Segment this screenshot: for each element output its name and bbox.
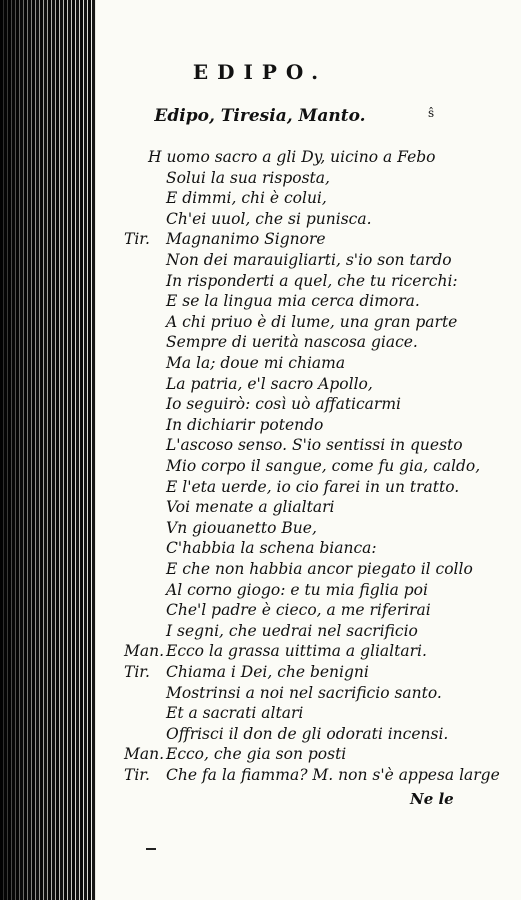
verse-text: Io seguirò: così uò affaticarmi — [166, 395, 401, 414]
verse-text: La patria, e'l sacro Apollo, — [166, 374, 373, 393]
verse-text: Al corno giogo: e tu mia figlia poi — [166, 580, 428, 599]
catchword: Ne le — [410, 790, 454, 808]
speaker-label: Man. — [124, 642, 165, 661]
verse-text: Ecco la grassa uittima a glialtari. — [166, 642, 427, 661]
verse-text: Mio corpo il sangue, come fu gia, caldo, — [166, 457, 481, 475]
verse-text: Chiama i Dei, che benigni — [166, 663, 369, 681]
scene-heading: Edipo, Tiresia, Manto. — [154, 106, 366, 126]
verse-text: Che fa la fiamma? M. non s'è appesa large — [166, 766, 500, 784]
verse-text: Magnanimo Signore — [166, 230, 326, 249]
verse-text: Vn giouanetto Bue, — [166, 518, 317, 537]
speaker-label: Man. — [124, 745, 165, 764]
speaker-label: Tir. — [124, 766, 150, 784]
verse-text: E dimmi, chi è colui, — [166, 189, 327, 208]
speaker-label: Tir. — [124, 230, 150, 249]
verse-text: Ma la; doue mi chiama — [166, 354, 346, 372]
verse-text: Sempre di uerità nascosa giace. — [166, 333, 418, 352]
speaker-label: Tir. — [124, 663, 150, 681]
verse-text: Che'l padre è cieco, a me riferirai — [166, 601, 431, 620]
verse-text: E l'eta uerde, io cio farei in un tratto. — [166, 477, 460, 496]
verse-text: E se la lingua mia cerca dimora. — [166, 292, 420, 311]
running-head: EDIPO. — [192, 60, 328, 84]
verse-text: Ch'ei uuol, che si punisca. — [166, 209, 372, 228]
verse-text: C'habbia la schena bianca: — [166, 539, 377, 558]
stray-mark — [146, 848, 156, 850]
verse-text: I segni, che uedrai nel sacrificio — [166, 621, 418, 640]
verse-text: In dichiarir potendo — [166, 415, 324, 434]
verse-text: In risponderti a quel, che tu ricerchi: — [166, 271, 458, 290]
verse-text: Offrisci il don de gli odorati incensi. — [166, 724, 449, 743]
verse-text: Ecco, che gia son posti — [166, 745, 347, 764]
verse-text: Voi menate a glialtari — [166, 498, 335, 517]
verse-text: Solui la sua risposta, — [166, 168, 330, 187]
verse-text: E che non habbia ancor piegato il collo — [166, 560, 473, 578]
verse-text: A chi priuo è di lume, una gran parte — [166, 312, 458, 331]
gutter-shadow — [0, 0, 96, 900]
verse-text: Non dei marauigliarti, s'io son tardo — [166, 251, 452, 269]
verse-text: Et a sacrati altari — [166, 704, 304, 723]
verse-text: L'ascoso senso. S'io sentissi in questo — [166, 436, 463, 455]
verse-text: Mostrinsi a noi nel sacrificio santo. — [166, 683, 442, 702]
verse-text: H uomo sacro a gli Dy, uicino a Febo — [148, 148, 436, 166]
page-mark: ŝ — [428, 106, 435, 120]
